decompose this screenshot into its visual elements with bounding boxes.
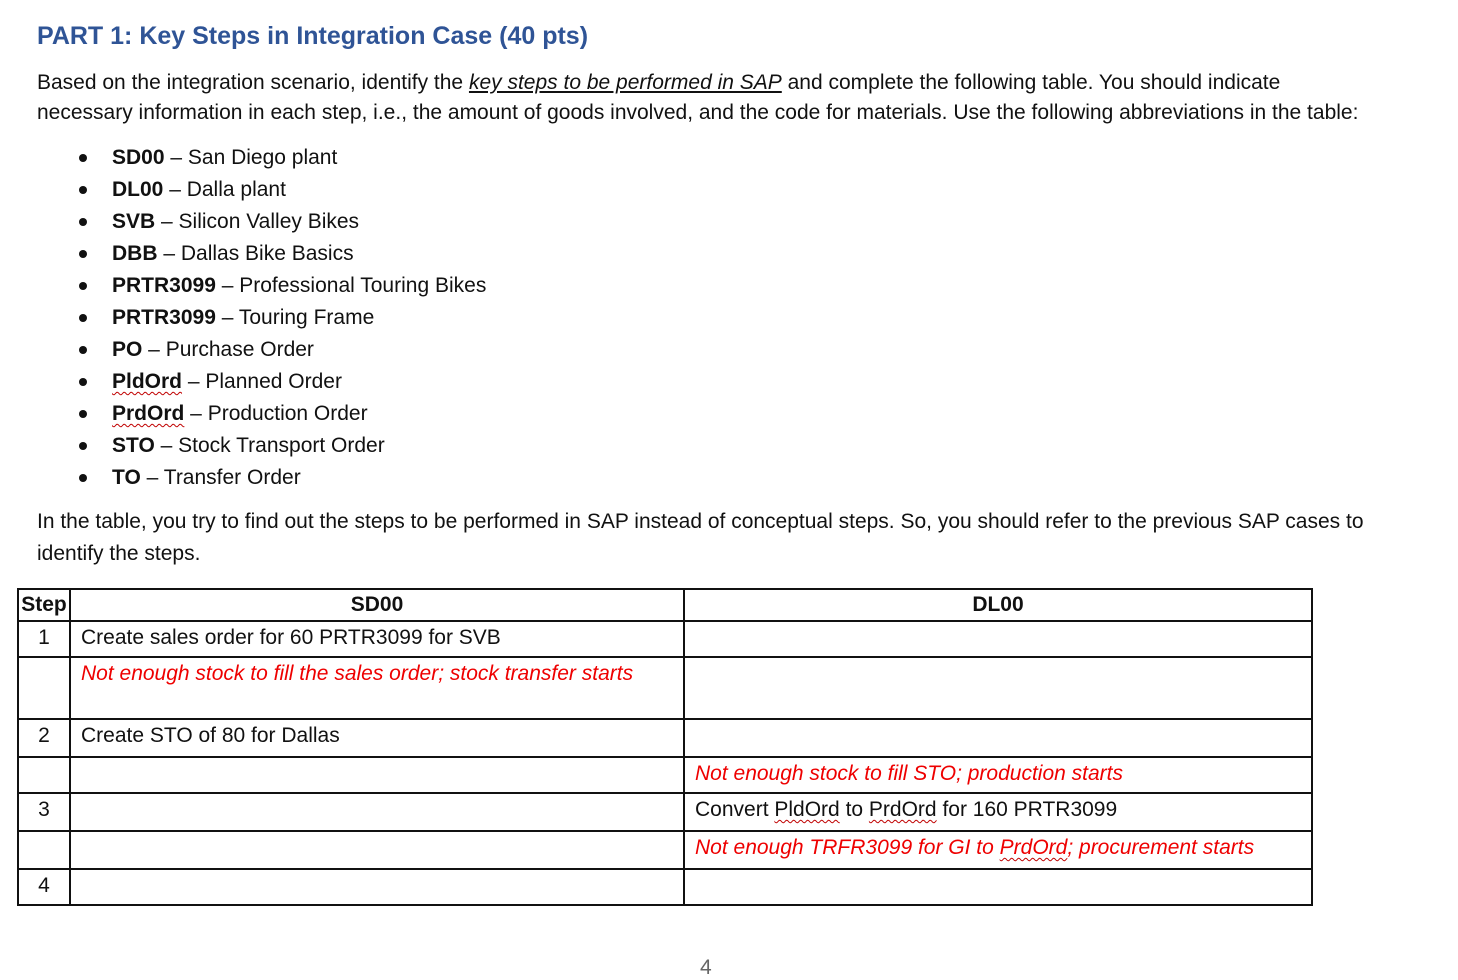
list-item: TO – Transfer Order xyxy=(37,462,1417,494)
sd00-cell: Create STO of 80 for Dallas xyxy=(70,719,684,757)
step-cell: 4 xyxy=(18,869,70,905)
step-cell xyxy=(18,657,70,719)
bullet-icon xyxy=(79,282,87,290)
list-item: PO – Purchase Order xyxy=(37,334,1417,366)
list-item: STO – Stock Transport Order xyxy=(37,430,1417,462)
list-item: PldOrd – Planned Order xyxy=(37,366,1417,398)
bullet-icon xyxy=(79,250,87,258)
table-header-row xyxy=(18,589,1312,621)
dl00-cell xyxy=(684,657,1312,719)
bullet-icon xyxy=(79,346,87,354)
sd00-cell: Create sales order for 60 PRTR3099 for SVB xyxy=(70,621,684,657)
intro-paragraph: Based on the integration scenario, identify the key steps to be performed in SAP and complete the following table. You should indicate necessary information in each step, i.e., the amount of goods involved, and the code for materials. Use the following abbreviations in the table: xyxy=(37,71,1359,124)
document-page xyxy=(37,18,1417,570)
table-row xyxy=(18,757,1312,793)
bullet-icon xyxy=(79,218,87,226)
page-title: PART 1: Key Steps in Integration Case (40 pts) xyxy=(37,22,589,50)
key-steps-emphasis: key steps to be performed in SAP xyxy=(468,71,782,94)
sd00-cell xyxy=(70,869,684,905)
list-item: PRTR3099 – Professional Touring Bikes xyxy=(37,270,1417,302)
bullet-icon xyxy=(79,378,87,386)
step-cell: 1 xyxy=(18,621,70,657)
step-cell: 3 xyxy=(18,793,70,831)
dl00-cell: Convert PldOrd to PrdOrd for 160 PRTR3099 xyxy=(684,793,1312,831)
sd00-cell: Not enough stock to fill the sales order; stock transfer starts xyxy=(70,657,684,719)
sd00-cell xyxy=(70,793,684,831)
list-item: DL00 – Dalla plant xyxy=(37,174,1417,206)
table-row xyxy=(18,793,1312,831)
list-item: PRTR3099 – Touring Frame xyxy=(37,302,1417,334)
page-number: 4 xyxy=(700,956,712,979)
table-row xyxy=(18,621,1312,657)
dl00-cell xyxy=(684,621,1312,657)
dl00-cell: Not enough TRFR3099 for GI to PrdOrd; procurement starts xyxy=(684,831,1312,869)
steps-table xyxy=(17,588,1313,906)
table-row xyxy=(18,719,1312,757)
instruction-note: In the table, you try to find out the steps to be performed in SAP instead of conceptual steps. So, you should refer to the previous SAP cases to identify the steps. xyxy=(37,510,1364,565)
list-item: DBB – Dallas Bike Basics xyxy=(37,238,1417,270)
dl00-cell xyxy=(684,869,1312,905)
step-cell xyxy=(18,757,70,793)
dl00-cell xyxy=(684,719,1312,757)
sd00-cell xyxy=(70,757,684,793)
bullet-icon xyxy=(79,474,87,482)
table-row xyxy=(18,869,1312,905)
step-cell xyxy=(18,831,70,869)
bullet-icon xyxy=(79,442,87,450)
list-item: PrdOrd – Production Order xyxy=(37,398,1417,430)
bullet-icon xyxy=(79,154,87,162)
table-row xyxy=(18,657,1312,719)
bullet-icon xyxy=(79,314,87,322)
step-cell: 2 xyxy=(18,719,70,757)
dl00-cell: Not enough stock to fill STO; production starts xyxy=(684,757,1312,793)
header-dl00: DL00 xyxy=(684,589,1312,621)
header-sd00: SD00 xyxy=(70,589,684,621)
list-item: SD00 – San Diego plant xyxy=(37,142,1417,174)
bullet-icon xyxy=(79,186,87,194)
list-item: SVB – Silicon Valley Bikes xyxy=(37,206,1417,238)
header-step: Step xyxy=(18,589,70,621)
abbreviation-list xyxy=(37,142,1417,494)
sd00-cell xyxy=(70,831,684,869)
bullet-icon xyxy=(79,410,87,418)
table-row xyxy=(18,831,1312,869)
